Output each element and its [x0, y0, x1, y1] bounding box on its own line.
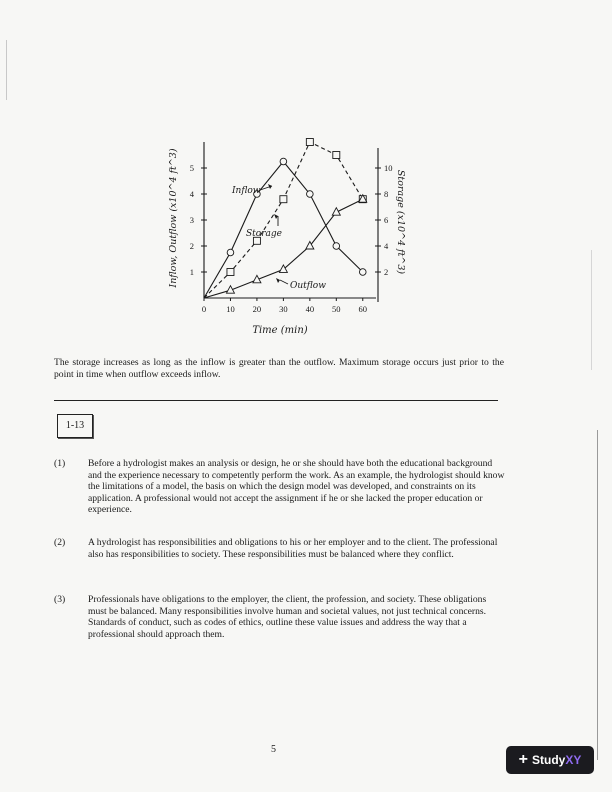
inflow-point [333, 152, 340, 159]
y-tick-label: 2 [189, 241, 194, 251]
y2-axis-label: Storage (x10^4 ft^3) [395, 169, 406, 275]
x-tick-label: 0 [201, 304, 207, 314]
page-edge-mark [591, 250, 592, 370]
item-number: (2) [54, 537, 66, 548]
storage-point [333, 243, 340, 250]
arrowhead-icon [276, 278, 280, 283]
outflow-point [332, 208, 340, 216]
arrowhead-icon [274, 214, 278, 219]
section-divider [54, 400, 498, 401]
inflow-annotation: Inflow [232, 186, 261, 196]
problem-number: 1-13 [57, 414, 93, 438]
brand-prefix: Study [531, 753, 566, 767]
y2-tick-label: 10 [384, 163, 393, 173]
item-text: Professionals have obligations to the employer, the client, the profession, and society. These obligations must be balanced. Many responsibilities involve human and societal values, not just technical concerns. Standards of conduct, such as codes of ethics, outline these value issues and address the way that a professional should approach them. [88, 594, 487, 640]
y-tick-label: 5 [189, 163, 194, 173]
storage-point [359, 269, 366, 276]
y-tick-label: 1 [189, 267, 194, 277]
item-number: (1) [54, 458, 66, 469]
plus-icon: + [518, 751, 528, 768]
x-tick-label: 40 [305, 304, 315, 314]
page-edge-mark [597, 430, 598, 760]
y2-tick-label: 6 [384, 215, 389, 225]
item-number: (3) [54, 594, 66, 605]
x-tick-label: 50 [332, 304, 341, 314]
storage-annotation: Storage [246, 229, 282, 239]
studyxy-badge[interactable] [506, 746, 594, 774]
y-axis-label: Inflow, Outflow (x10^4 ft^3) [168, 148, 179, 288]
item-text: A hydrologist has responsibilities and obligations to his or her employer and to the client. The professional also has responsibilities to society. These responsibilities must be balanced where they conflict. [88, 537, 498, 560]
annotation-arrow [280, 280, 288, 284]
x-tick-label: 20 [252, 304, 262, 314]
arrowhead-icon [268, 184, 272, 189]
inflow-point [306, 139, 313, 146]
inflow-point [280, 196, 287, 203]
explanation-text: The storage increases as long as the inflow is greater than the outflow. Maximum storage occurs just prior to the point in time when outflow exceeds inflow. [54, 357, 504, 380]
x-axis-label: Time (min) [252, 325, 308, 336]
x-tick-label: 30 [279, 304, 288, 314]
storage-point [307, 191, 314, 198]
page-edge-mark [6, 40, 7, 100]
y2-tick-label: 4 [384, 241, 389, 251]
y2-tick-label: 8 [384, 189, 389, 199]
y2-tick-label: 2 [384, 267, 389, 277]
storage-point [280, 158, 287, 165]
x-tick-label: 60 [358, 304, 368, 314]
y-tick-label: 3 [189, 215, 194, 225]
item-text: Before a hydrologist makes an analysis or design, he or she should have both the educational background and the experience necessary to competently perform the work. As an example, the hydrologist should know the limitations of a model, the basis on which the design model was developed, and constraints on its application. A professional would not accept the assignment if he or she lacked the proper education or experience. [88, 458, 505, 516]
outflow-annotation: Outflow [290, 281, 326, 291]
inflow-point [227, 269, 234, 276]
brand-suffix: XY [565, 753, 582, 767]
page-number: 5 [271, 744, 276, 755]
storage-line [204, 162, 363, 299]
y-tick-label: 4 [189, 189, 194, 199]
x-tick-label: 10 [226, 304, 235, 314]
storage-point [227, 249, 234, 256]
hydrograph-chart [160, 130, 440, 345]
outflow-point [279, 265, 287, 273]
